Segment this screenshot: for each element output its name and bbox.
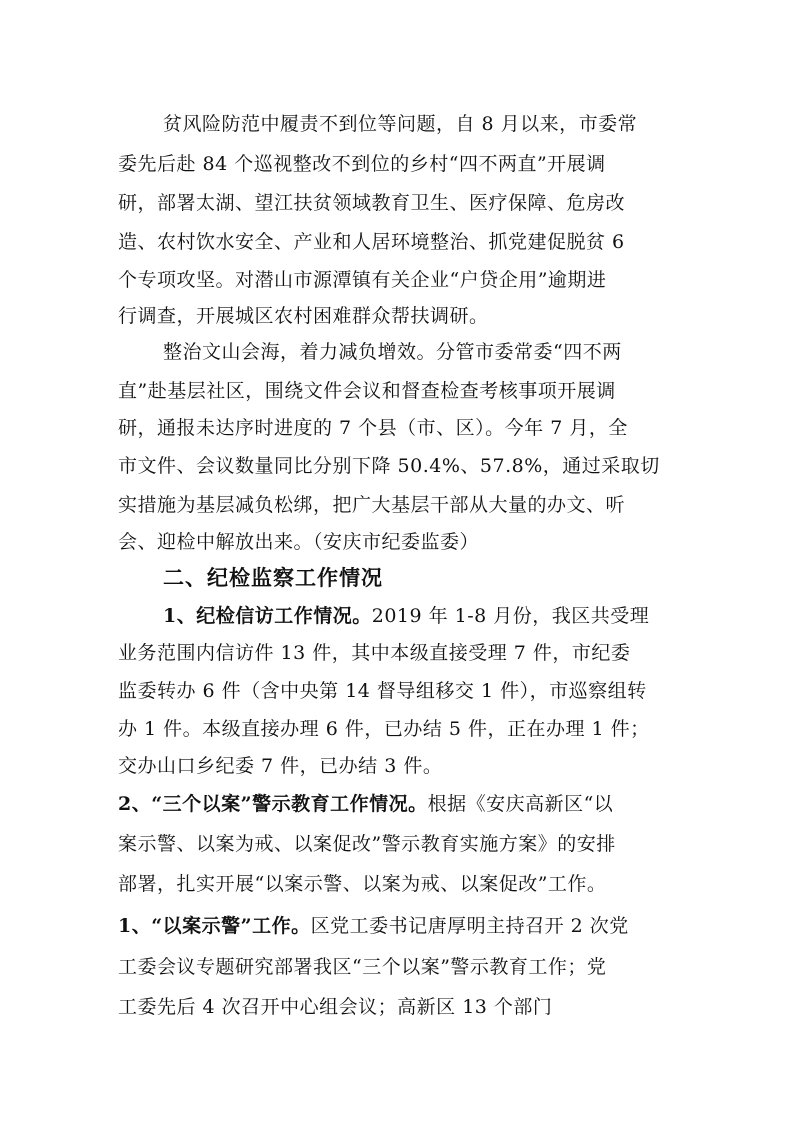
paragraph-3-first-text: 2019 年 1-8 月份，我区共受理 xyxy=(371,605,650,627)
paragraph-3-line-4: 办 1 件。本级直接办理 6 件，已办结 5 件，正在办理 1 件； xyxy=(118,718,650,740)
paragraph-2-line-6: 会、迎检中解放出来。（安庆市纪委监委） xyxy=(118,531,480,553)
paragraph-4-line-1 xyxy=(118,792,699,816)
paragraph-1-line-5: 个专项攻坚。对潜山市源潭镇有关企业“户贷企用”逾期进 xyxy=(118,269,607,291)
paragraph-5-line-3: 工委先后 4 次召开中心组会议；高新区 13 个部门 xyxy=(118,996,553,1018)
paragraph-1-line-1: 贫风险防范中履责不到位等问题，自 8 月以来，市委常 xyxy=(163,113,638,135)
paragraph-1-line-6: 行调查，开展城区农村困难群众帮扶调研。 xyxy=(118,305,489,327)
paragraph-2-line-2: 直”赴基层社区，围绕文件会议和督查检查考核事项开展调 xyxy=(118,380,616,402)
paragraph-3-line-3: 监委转办 6 件（含中央第 14 督导组移交 1 件），市巡察组转 xyxy=(118,680,647,702)
paragraph-2-line-3: 研，通报未达序时进度的 7 个县（市、区）。今年 7 月，全 xyxy=(118,417,628,439)
paragraph-5-line-2: 工委会议专题研究部署我区“三个以案”警示教育工作；党 xyxy=(118,956,607,978)
paragraph-3-line-1 xyxy=(163,604,699,628)
paragraph-1-line-2: 委先后赴 84 个巡视整改不到位的乡村“四不两直”开展调 xyxy=(118,153,606,175)
paragraph-3-line-5: 交办山口乡纪委 7 件，已办结 3 件。 xyxy=(118,755,443,777)
paragraph-1-line-3: 研，部署太湖、望江扶贫领域教育卫生、医疗保障、危房改 xyxy=(118,192,626,214)
paragraph-2-line-4: 市文件、会议数量同比分别下降 50.4%、57.8%，通过采取切 xyxy=(118,455,660,477)
paragraph-4-first-text: 根据《安庆高新区“以 xyxy=(427,793,614,815)
paragraph-5-line-1 xyxy=(118,914,699,938)
paragraph-3-lead: 1、纪检信访工作情况。 xyxy=(163,605,372,627)
paragraph-2-line-5: 实措施为基层减负松绑，把广大基层干部从大量的办文、听 xyxy=(118,494,626,516)
paragraph-5-first-text: 区党工委书记唐厚明主持召开 2 次党 xyxy=(310,915,629,937)
paragraph-2-line-1: 整治文山会海，着力减负增效。分管市委常委“四不两 xyxy=(163,341,622,363)
paragraph-1-line-4: 造、农村饮水安全、产业和人居环境整治、抓党建促脱贫 6 xyxy=(118,231,625,253)
paragraph-5-lead: 1、“以案示警”工作。 xyxy=(118,915,311,937)
paragraph-4-line-3: 部署，扎实开展“以案示警、以案为戒、以案促改”工作。 xyxy=(118,873,607,895)
section-heading: 二、纪检监察工作情况 xyxy=(163,566,383,590)
paragraph-4-lead: 2、“三个以案”警示教育工作情况。 xyxy=(118,793,428,815)
paragraph-4-line-2: 案示警、以案为戒、以案促改”警示教育实施方案》的安排 xyxy=(118,833,616,855)
paragraph-3-line-2: 业务范围内信访件 13 件，其中本级直接受理 7 件，市纪委 xyxy=(118,642,631,664)
